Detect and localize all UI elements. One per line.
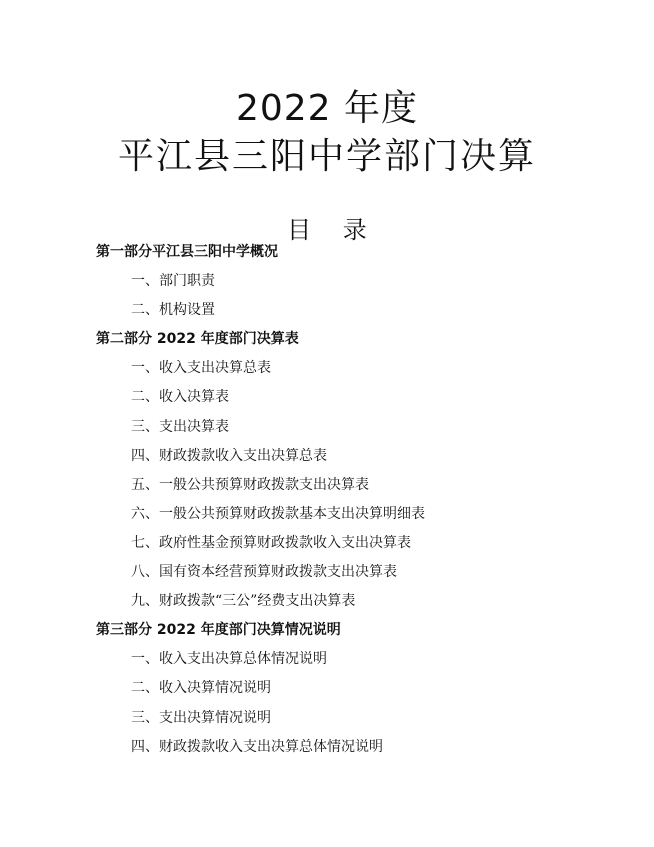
toc-item: 二、机构设置 [131,302,215,319]
toc-part-1: 第一部分平江县三阳中学概况 [96,244,278,260]
toc-item: 八、国有资本经营预算财政拨款支出决算表 [131,564,397,581]
toc-item: 五、一般公共预算财政拨款支出决算表 [131,476,369,493]
toc-item: 四、财政拨款收入支出决算总表 [131,447,327,464]
toc-item: 二、收入决算情况说明 [131,680,271,697]
toc-item: 六、一般公共预算财政拨款基本支出决算明细表 [131,505,425,522]
document-title-year: 2022 年度 [235,88,419,129]
toc-part-3: 第三部分 2022 年度部门决算情况说明 [96,622,341,639]
toc-item: 七、政府性基金预算财政拨款收入支出决算表 [131,534,411,551]
toc-item: 一、收入支出决算总表 [131,360,271,377]
toc-item: 一、部门职责 [131,273,215,290]
toc-item: 四、财政拨款收入支出决算总体情况说明 [131,738,383,755]
toc-item: 三、支出决算表 [131,418,229,435]
toc-item: 一、收入支出决算总体情况说明 [131,651,327,668]
toc-item: 二、收入决算表 [131,389,229,406]
toc-heading: 目 录 [287,216,379,244]
toc-item: 九、财政拨款“三公”经费支出决算表 [131,593,356,610]
toc-part-2: 第二部分 2022 年度部门决算表 [96,331,299,348]
document-title-organization: 平江县三阳中学部门决算 [117,136,536,177]
table-of-contents [0,238,654,762]
toc-item: 三、支出决算情况说明 [131,709,271,726]
